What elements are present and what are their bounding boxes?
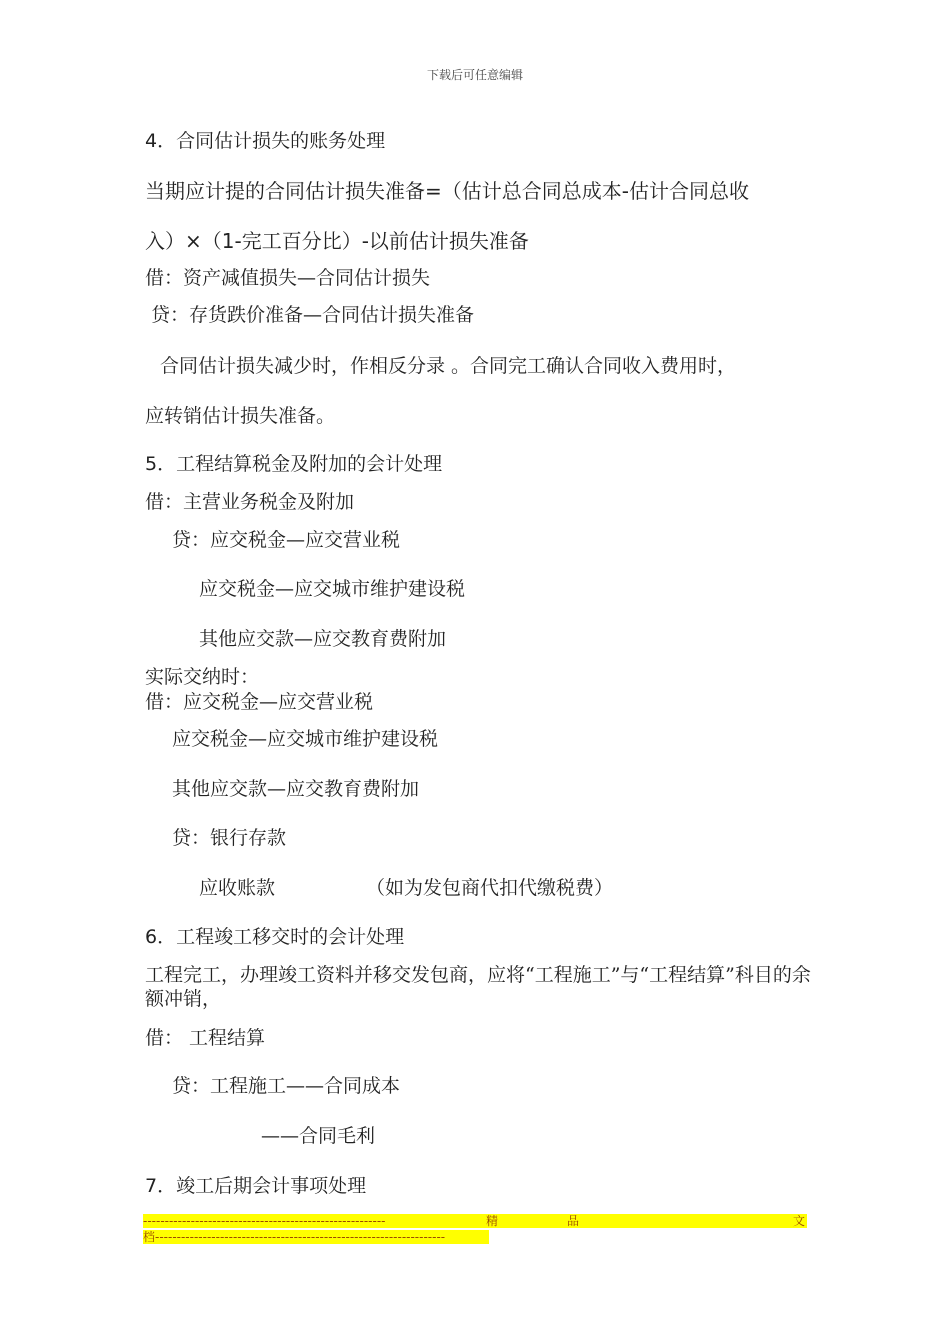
section-heading-7: 7．竣工后期会计事项处理 <box>145 1175 367 1197</box>
paragraph-line-1: 合同估计损失减少时，作相反分录 。合同完工确认合同收入费用时， <box>160 355 737 377</box>
section-heading-4: 4．合同估计损失的账务处理 <box>145 130 386 152</box>
paragraph: 工程完工，办理竣工资料并移交发包商，应将“工程施工”与“工程结算”科目的余额冲销， <box>145 964 811 1010</box>
credit-entry: 贷：工程施工——合同成本 <box>172 1075 401 1097</box>
footer-char: 精 <box>486 1214 499 1228</box>
page-header: 下载后可任意编辑 <box>426 68 523 82</box>
debit-entry: 借：应交税金—应交营业税 <box>145 691 374 713</box>
subheading-payment: 实际交纳时： <box>145 666 260 688</box>
credit-entry-sub: 其他应交款—应交教育费附加 <box>199 628 447 650</box>
debit-entry: 借：资产减值损失—合同估计损失 <box>145 267 431 289</box>
debit-entry-sub: 应交税金—应交城市维护建设税 <box>172 728 439 750</box>
debit-entry: 借： 工程结算 <box>145 1027 266 1049</box>
section-heading-5: 5．工程结算税金及附加的会计处理 <box>145 453 443 475</box>
credit-entry: 贷：应交税金—应交营业税 <box>172 529 401 551</box>
paragraph-line-2: 应转销估计损失准备。 <box>145 405 336 427</box>
footer-char: 品 <box>567 1214 580 1228</box>
debit-entry-sub: 其他应交款—应交教育费附加 <box>172 778 420 800</box>
footer-banner <box>143 1214 807 1228</box>
footer-dashes: -------------------------------------------------------- <box>143 1214 386 1228</box>
credit-entry-sub: 应交税金—应交城市维护建设税 <box>199 578 466 600</box>
credit-entry-sub: 应收账款 <box>199 877 276 899</box>
formula-line-1: 当期应计提的合同估计损失准备=（估计总合同总成本-估计合同总收 <box>145 179 749 203</box>
credit-entry-sub: ——合同毛利 <box>261 1125 376 1147</box>
footer-banner-line2: 档------------------------------------------------------------------- <box>143 1230 489 1244</box>
debit-entry: 借：主营业务税金及附加 <box>145 491 355 513</box>
credit-entry: 贷：银行存款 <box>172 827 287 849</box>
credit-entry: 贷：存货跌价准备—合同估计损失准备 <box>151 304 475 326</box>
credit-entry-note: （如为发包商代扣代缴税费） <box>366 877 614 899</box>
footer-char: 文 <box>792 1214 805 1228</box>
formula-line-2: 入）×（1-完工百分比）-以前估计损失准备 <box>145 229 529 253</box>
section-heading-6: 6．工程竣工移交时的会计处理 <box>145 926 405 948</box>
